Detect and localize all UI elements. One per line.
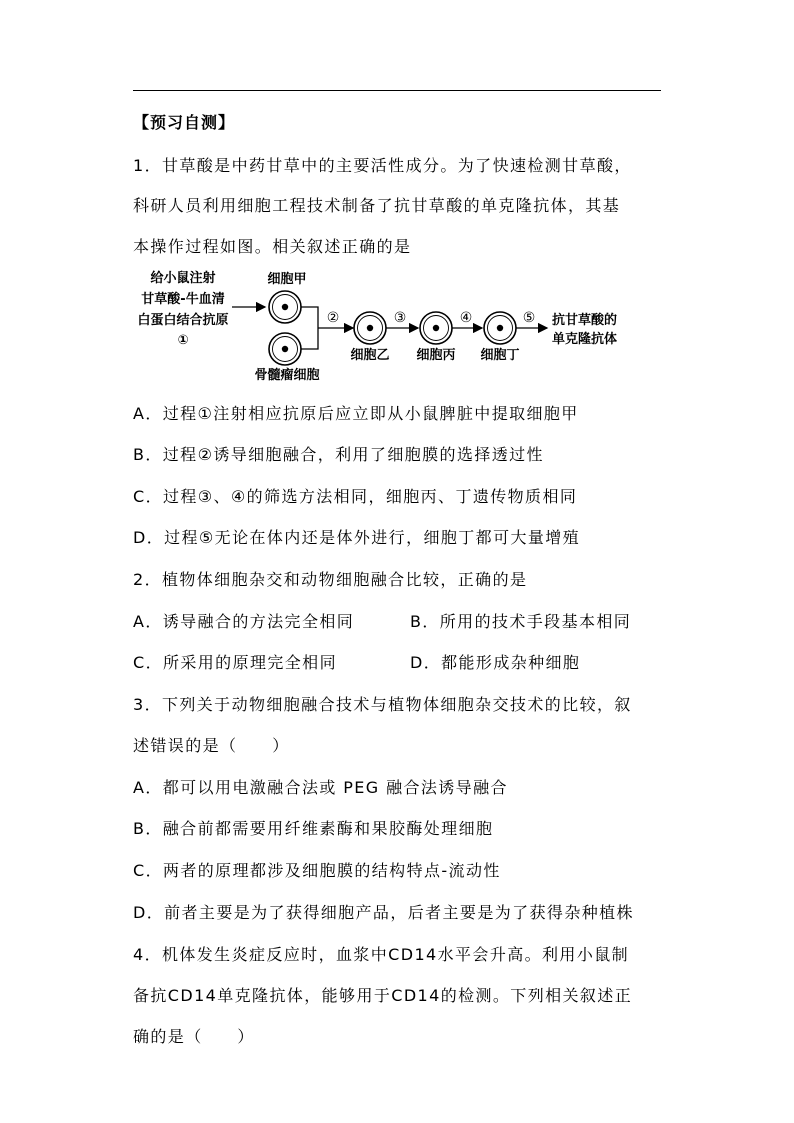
q2-option-c: C．所采用的原理完全相同 xyxy=(133,653,337,672)
q1-option-c: C．过程③、④的筛选方法相同，细胞丙、丁遗传物质相同 xyxy=(133,487,578,506)
q1-stem-line-1: 1．甘草酸是中药甘草中的主要活性成分。为了快速检测甘草酸， xyxy=(133,156,632,175)
q2-option-b: B．所用的技术手段基本相同 xyxy=(410,612,632,631)
cell-b-label: 细胞乙 xyxy=(350,348,390,363)
cell-a-label: 细胞甲 xyxy=(267,272,307,287)
q1-option-b: B．过程②诱导细胞融合，利用了细胞膜的选择透过性 xyxy=(133,445,544,464)
cell-b-icon xyxy=(354,312,386,344)
monoclonal-antibody-diagram xyxy=(115,265,655,390)
fusion-bracket xyxy=(301,307,318,349)
q3-option-a: A．都可以用电激融合法或 PEG 融合法诱导融合 xyxy=(133,778,508,797)
q3-option-b: B．融合前都需要用纤维素酶和果胶酶处理细胞 xyxy=(133,819,494,838)
q2-option-d: D．都能形成杂种细胞 xyxy=(410,653,581,672)
q4-stem-line-2: 备抗CD14单克隆抗体，能够用于CD14的检测。下列相关叙述正 xyxy=(133,986,633,1005)
myeloma-cell-icon xyxy=(269,333,301,365)
inject-label-3: 白蛋白结合抗原 xyxy=(137,313,229,328)
q3-option-c: C．两者的原理都涉及细胞膜的结构特点-流动性 xyxy=(133,861,501,880)
section-title: 【预习自测】 xyxy=(133,113,236,132)
myeloma-label: 骨髓瘤细胞 xyxy=(254,368,320,383)
step-4-label: ④ xyxy=(459,310,473,326)
step-2-label: ② xyxy=(326,310,340,326)
inject-label-2: 甘草酸-牛血清 xyxy=(141,292,225,307)
step-3-label: ③ xyxy=(393,310,407,326)
q4-stem-line-1: 4．机体发生炎症反应时，血浆中CD14水平会升高。利用小鼠制 xyxy=(133,945,630,964)
cell-d-icon xyxy=(484,312,516,344)
q2-option-a: A．诱导融合的方法完全相同 xyxy=(133,612,355,631)
cell-d-label: 细胞丁 xyxy=(480,348,520,363)
product-label-2: 单克隆抗体 xyxy=(552,332,618,347)
step-5-label: ⑤ xyxy=(522,310,536,326)
q2-stem: 2．植物体细胞杂交和动物细胞融合比较，正确的是 xyxy=(133,570,528,589)
cell-c-label: 细胞丙 xyxy=(416,348,456,363)
header-rule xyxy=(133,90,661,91)
product-label-1: 抗甘草酸的 xyxy=(552,313,618,328)
cell-c-icon xyxy=(420,312,452,344)
q3-option-d: D．前者主要是为了获得细胞产品，后者主要是为了获得杂种植株 xyxy=(133,903,634,922)
q3-stem-line-2: 述错误的是（ ） xyxy=(133,736,290,755)
q1-stem-line-2: 科研人员利用细胞工程技术制备了抗甘草酸的单克隆抗体，其基 xyxy=(133,196,621,215)
q3-stem-line-1: 3．下列关于动物细胞融合技术与植物体细胞杂交技术的比较，叙 xyxy=(133,695,632,714)
step-1-label: ① xyxy=(177,333,189,348)
q1-option-d: D．过程⑤无论在体内还是体外进行，细胞丁都可大量增殖 xyxy=(133,528,581,547)
q1-option-a: A．过程①注射相应抗原后应立即从小鼠脾脏中提取细胞甲 xyxy=(133,404,579,423)
q1-stem-line-3: 本操作过程如图。相关叙述正确的是 xyxy=(133,237,412,256)
cell-a-icon xyxy=(269,291,301,323)
inject-label-1: 给小鼠注射 xyxy=(150,271,216,286)
q4-stem-line-3: 确的是（ ） xyxy=(133,1027,255,1046)
